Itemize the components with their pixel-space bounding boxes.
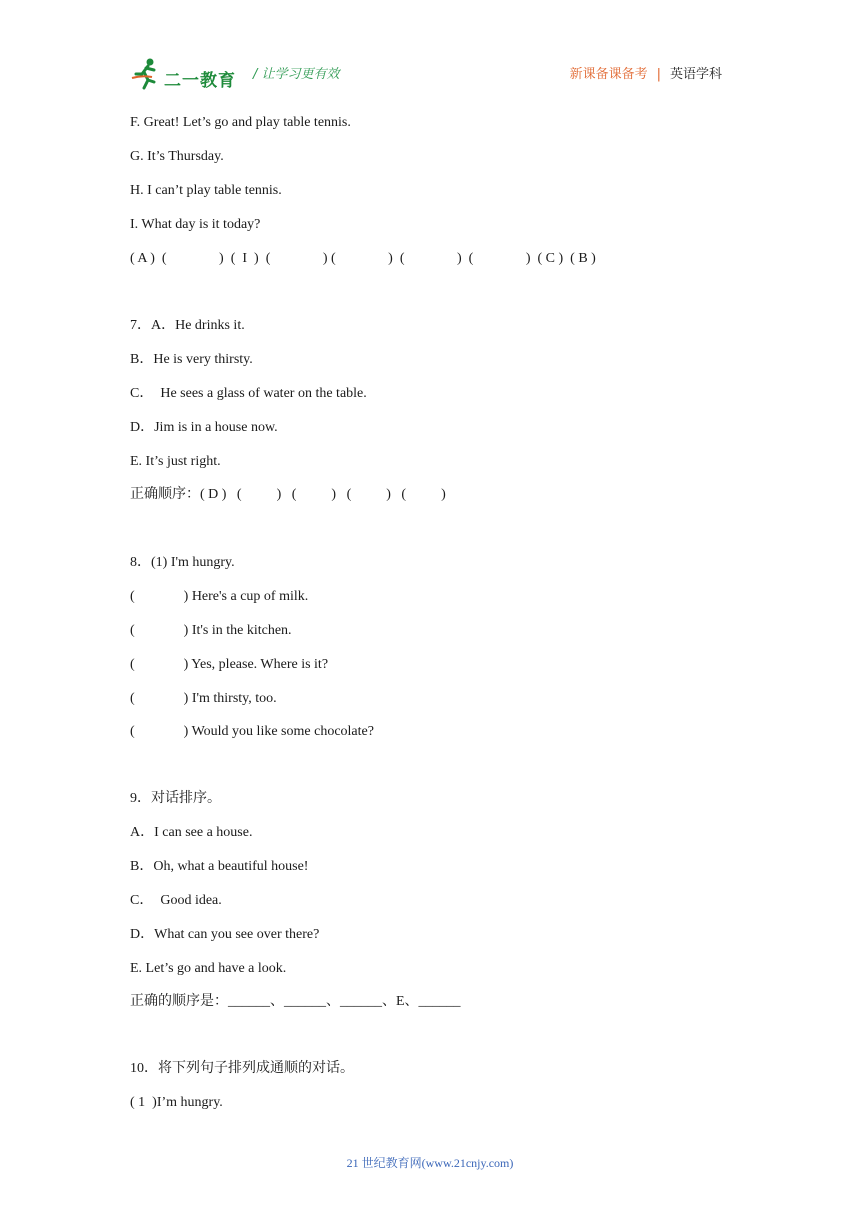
answer-blanks: 正确的顺序是：______、______、______、E、______ (130, 994, 461, 1009)
text-line: ( 1 )I’m hungry. (130, 1095, 223, 1110)
text-line: G. It’s Thursday. (130, 149, 224, 164)
question-9: 9．对话排序。 (130, 791, 221, 806)
question-7: 7．A．He drinks it. (130, 318, 245, 333)
text-line: ( ) Here's a cup of milk. (130, 589, 309, 604)
text-line: F. Great! Let’s go and play table tennis. (130, 115, 351, 130)
logo (130, 56, 260, 90)
text-line: A．I can see a house. (130, 825, 253, 840)
answer-blanks: ( A ) ( ) ( I ) ( ) ( ) ( ) ( ) ( C ) ( B ) (130, 251, 596, 266)
question-10: 10．将下列句子排列成通顺的对话。 (130, 1061, 354, 1076)
text-line: ( ) I'm thirsty, too. (130, 691, 277, 706)
page-header (130, 52, 730, 92)
text-line: I. What day is it today? (130, 217, 261, 232)
text-line: C． Good idea. (130, 893, 222, 908)
text-line: D．Jim is in a house now. (130, 420, 278, 435)
text-line: E. Let’s go and have a look. (130, 961, 287, 976)
header-tagline: 新课备课备考 (569, 67, 648, 82)
runner-logo-icon (130, 56, 164, 90)
text-line: B．Oh, what a beautiful house! (130, 859, 309, 874)
header-subject-label: 英语学科 (669, 67, 722, 82)
text-line: ( ) It's in the kitchen. (130, 623, 292, 638)
text-line: C． He sees a glass of water on the table. (130, 386, 367, 401)
answer-blanks: 正确顺序：( D ) ( ) ( ) ( ) ( ) (130, 487, 446, 502)
text-line: E. It’s just right. (130, 454, 221, 469)
page-footer: 21 世纪教育网(www.21cnjy.com) (346, 1156, 514, 1170)
header-subject (570, 63, 722, 82)
question-8: 8．(1) I'm hungry. (130, 555, 235, 570)
text-line: B．He is very thirsty. (130, 352, 253, 367)
text-line: ( ) Would you like some chocolate? (130, 724, 374, 739)
slogan: / 让学习更有效 (253, 67, 340, 82)
header-separator: | (656, 67, 661, 82)
text-line: D．What can you see over there? (130, 927, 320, 942)
text-line: ( ) Yes, please. Where is it? (130, 657, 329, 672)
text-line: H. I can’t play table tennis. (130, 183, 282, 198)
logo-text: 二一教育 (164, 71, 236, 91)
